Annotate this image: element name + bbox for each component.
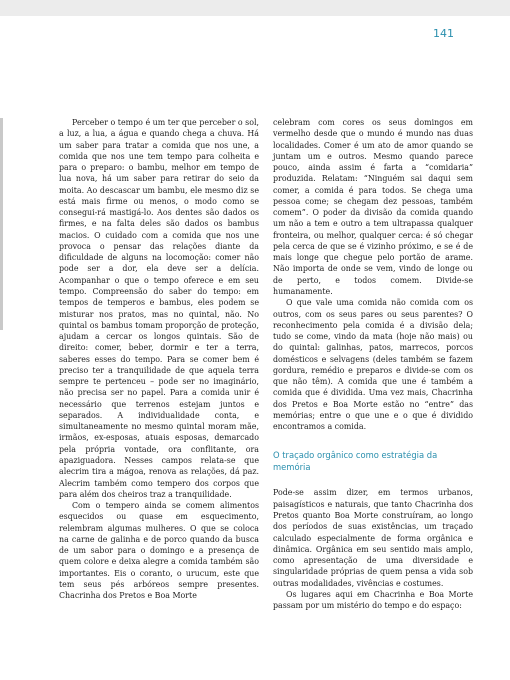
body-paragraph: Com o tempero ainda se comem alimentos esquecidos ou quase em esquecimento, relembram algumas mulheres. O que se coloca na carne de galinha e de porco quando da busca de um sabor para o domingo e a presença de quem colore e deixa alegre a comida também são importantes. Eis o coranto, o urucum, este que tem seus pés arbóreos sempre presentes. Chacrinha dos Pretos e Boa Morte xyxy=(59,501,259,601)
left-text-column xyxy=(59,117,259,601)
body-paragraph: Pode-se assim dizer, em termos urbanos, paisagísticos e naturais, que tanto Chacrinha dos Pretos quanto Boa Morte construíram, ao longo dos períodos de suas existências, um traçado calculado especialmente de forma orgânica e dinâmica. Orgânica em seu sentido mais amplo, como apresentação de uma diversidade e singularidade próprias de quem pensa a vida sob outras modalidades, vivências e costumes. xyxy=(273,488,473,588)
right-text-column xyxy=(273,117,473,611)
body-paragraph: Os lugares aqui em Chacrinha e Boa Morte passam por um mistério do tempo e do espaço: xyxy=(273,589,473,611)
body-paragraph: O que vale uma comida não comida com os outros, com os seus pares ou seus parentes? O reconhecimento pela comida é a divisão dela; tudo se come, vindo da mata (hoje não mais) ou do quintal: galinhas, patos, marrecos, porcos domésticos e selvagens (deles também se fazem gordura, remédio e preparos e divide-se com os que não têm). A comida que une é também a comida que é dividida. Uma vez mais, Chacrinha dos Pretos e Boa Morte estão no “entre” das memórias; entre o que une e o que é dividido encontramos a comida. xyxy=(273,298,473,432)
top-header-bar xyxy=(0,0,510,16)
page-number: 141 xyxy=(433,27,454,40)
left-margin-rule xyxy=(0,118,3,330)
body-paragraph: Perceber o tempo é um ter que perceber o sol, a luz, a lua, a água e quando chega a chuva. Há um saber para tratar a comida que nos une, a comida que nos une tem tempo para colheita e para o preparo: o bambu, melhor em tempo de lua nova, há um saber para retirar do seio da moita. Ao descascar um bambu, ele mesmo diz se está mais firme ou menos, o modo como se consegui-rá mastigá-lo. Aos dentes são dados os firmes, e na falta deles são dados os bambus macios. O cuidado com a comida que nos une provoca o pensar das relações diante da dificuldade de alguns na locomoção: comer não pode ser a dor, ela deve ser a delícia. Acompanhar o que o tempo oferece e em seu tempo. Compreensão do saber do tempo: em tempos de temperos e bambus, eles podem se misturar nos pratos, mas no quintal, não. No quintal os bambus tomam proporção de proteção, ajudam a cercar os longos quintais. São de direito: comer, beber, dormir e ter a terra, saberes esses do tempo. Para se comer bem é preciso ter a tranquilidade de que aquela terra sempre te pertenceu – pode ser no imaginário, não precisa ser no papel. Para a comida unir é necessário que terrenos estejam juntos e separados. A individualidade conta, e simultaneamente no mesmo quintal moram mãe, irmãos, ex-esposas, atuais esposas, demarcado pela própria vontade, ora conflitante, ora apaziguadora. Nesses campos relata-se que alecrim tira a mágoa, renova as relações, dá paz. Alecrim também como tempero dos corpos que para além dos cheiros traz a tranquilidade. xyxy=(59,118,259,499)
body-paragraph: celebram com cores os seus domingos em vermelho desde que o mundo é mundo nas duas localidades. Comer é um ato de amor quando se juntam um e outros. Mesmo quando parece pouco, ainda assim é farta a “comidaria” produzida. Relatam: “Ninguém sai daqui sem comer, a comida é para todos. Se chega uma pessoa come; se chegam dez pessoas, também comem”. O poder da divisão da comida quando um não a tem e outro a tem ultrapassa qualquer fronteira, ou melhor, qualquer cerca: é só chegar pela cerca de que se é vizinho próximo, e se é de mais longe que chegue pelo portão de arame. Não importa de onde se vem, vindo de longe ou de perto, e todos comem. Divide-se humanamente. xyxy=(273,118,473,296)
section-heading: O traçado orgânico como estratégia da memória xyxy=(273,450,438,472)
